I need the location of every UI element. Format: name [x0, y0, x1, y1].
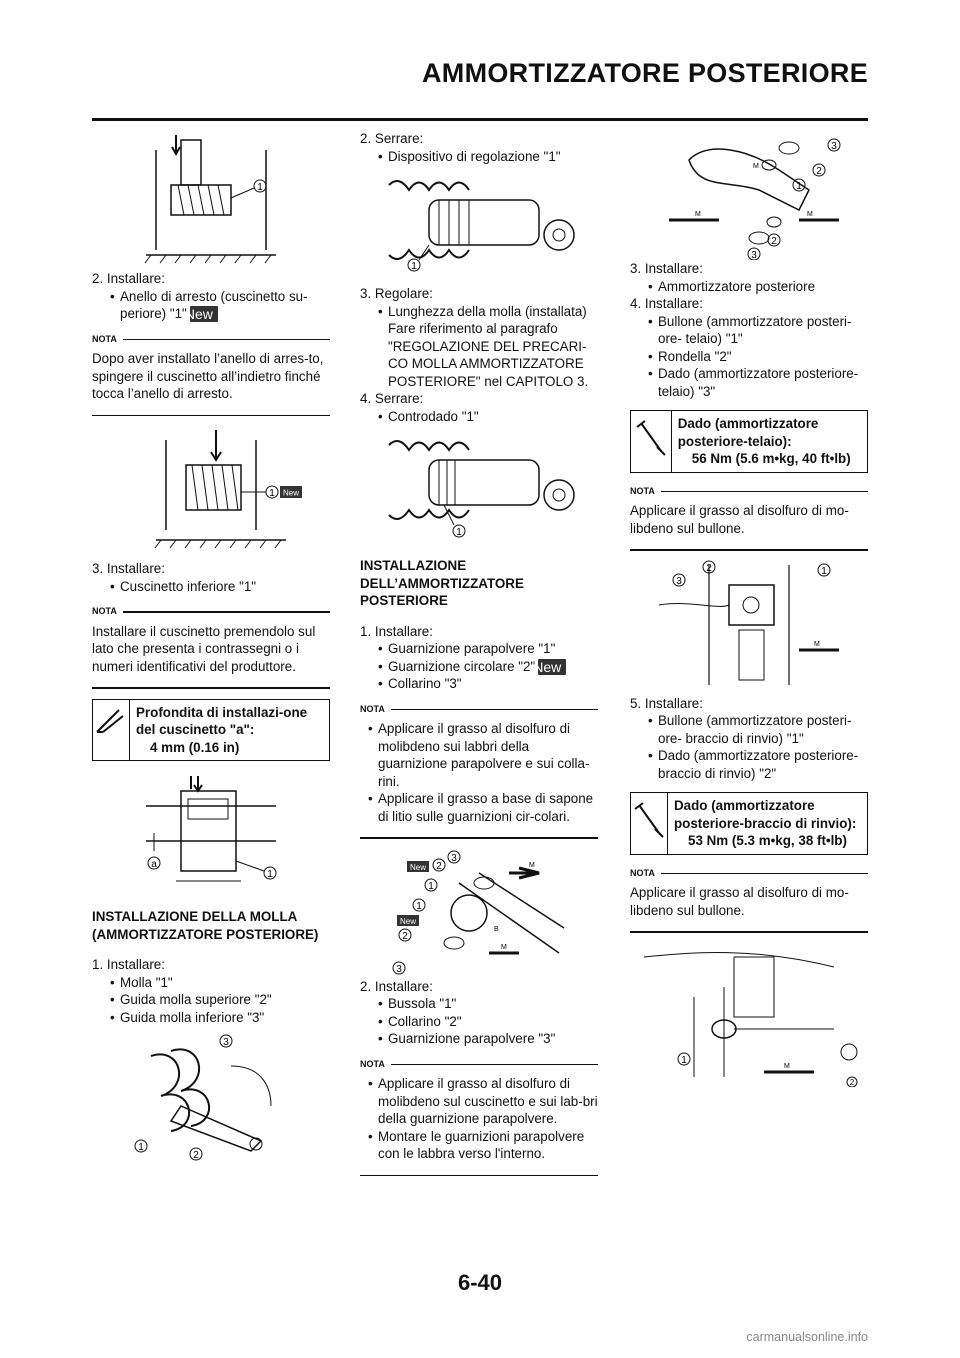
- torque-wrench-icon: [631, 799, 667, 839]
- svg-text:3: 3: [676, 575, 682, 587]
- page-number: 6-40: [457, 1270, 503, 1295]
- column-2: 2. Serrare: • Dispositivo di regolazione "1" 1 3. Regolare: • Lunghezza della molla (installata) Fare riferimento al paragrafo "REGOLAZIONE DEL PRECARI-CO MOLLA AMMORTIZZATORE POSTERIORE" nel CAPITOLO 3. 4. Serrare: • Controdado "1" 1 INSTALLAZIONE DELL’AMMORTIZZATORE POSTERIORE 1. Installare: • Guarnizione parapolvere "1" • Guarnizione circolare "2"New • Collarino "3" NOTA • Applicare il grasso al disolfuro di molibdeno sui labbri della guarnizione parapolvere e sui colla-rini. • Applicare il grasso a base di sapone di litio sulle guarnizioni cir-colari. New New 2 3 1 1 2 3 M M B 2. Installare: • Bussola "1" • Collarino "2" • Guarnizione parapolvere "3" NOTA • Applicare il grasso al disolfuro di molibdeno sul cuscinetto e sui lab-bri della guarnizione parapolvere. • Montare le guarnizioni parapolvere con le labbra verso l'interno.: [360, 130, 598, 1180]
- header-rule: [92, 118, 868, 121]
- svg-text:2: 2: [193, 1150, 199, 1162]
- spec-box-torque-frame: Dado (ammortizzatore posteriore-telaio): 56 Nm (5.6 m•kg, 40 ft•lb): [630, 410, 868, 473]
- nota-text: Dopo aver installato l’anello di arres-to, spingere il cuscinetto all’indietro finché tocca l’anello di arresto.: [92, 351, 324, 401]
- callout-1: 1: [257, 182, 263, 193]
- svg-text:B: B: [494, 925, 499, 933]
- svg-text:1: 1: [681, 1054, 687, 1066]
- page-title: AMMORTIZZATORE POSTERIORE: [422, 58, 868, 88]
- svg-text:3: 3: [831, 141, 837, 152]
- watermark: carmanualsonline.info: [746, 1330, 868, 1344]
- c1-step2: 2. Installare:: [92, 271, 165, 286]
- nota-block: NOTA Applicare il grasso al disolfuro di mo-libdeno sul bullone.: [630, 865, 868, 933]
- section-heading-shock: INSTALLAZIONE DELL’AMMORTIZZATORE POSTERIORE: [360, 558, 524, 608]
- measure-icon: [93, 706, 129, 736]
- column-1: 1 2. Installare: • Anello di arresto (cuscinetto su-periore) "1"New NOTA Dopo aver installato l’anello di arres-to, spingere il cuscinetto all’indietro finché tocca l’anello di arresto. 1 New 3. Installare: • Cuscinetto inferiore "1" NOTA Installare il cuscinetto premendolo sul lato che presenta i contrassegni o i numeri identificativi del produttore. Profondita di installazi-one del cuscinetto "a": 4 mm (0.16 in) a 1 INSTALLAZIONE DELLA MOLLA (AMMORTIZZATORE POSTERIORE) 1. Installare: • Molla "1" • Guida molla superiore "2" • Guida molla inferiore "3" 1 2 3: [92, 130, 330, 1161]
- figure-shock-top-mount: [649, 555, 849, 695]
- svg-text:3: 3: [451, 852, 457, 864]
- svg-text:1: 1: [416, 900, 422, 912]
- nota-text: Installare il cuscinetto premendolo sul lato che presenta i contrassegni o i numeri identificativi del produttore.: [92, 623, 316, 674]
- svg-text:M: M: [501, 943, 507, 951]
- svg-text:2: 2: [706, 562, 712, 574]
- svg-text:1: 1: [267, 869, 273, 880]
- svg-text:1: 1: [456, 527, 462, 538]
- svg-text:New: New: [409, 862, 427, 872]
- nota-block: NOTA Applicare il grasso al disolfuro di mo-libdeno sul bullone.: [630, 483, 868, 551]
- svg-text:2: 2: [771, 236, 777, 247]
- figure-seals: [389, 843, 569, 978]
- svg-text:M: M: [784, 1062, 790, 1070]
- c1-step3: 3. Installare:: [92, 561, 165, 576]
- svg-text:a: a: [151, 859, 157, 870]
- figure-spring-guide: [121, 1026, 301, 1161]
- c1-step1: 1. Installare:: [92, 957, 165, 973]
- svg-text:M: M: [695, 211, 701, 218]
- svg-text:1: 1: [796, 181, 802, 192]
- svg-text:M: M: [814, 640, 820, 648]
- svg-text:New: New: [282, 488, 300, 498]
- svg-text:1: 1: [428, 880, 434, 892]
- svg-text:1: 1: [411, 261, 417, 272]
- new-badge: New: [538, 659, 566, 675]
- c1-step2-bullet: • Anello di arresto (cuscinetto su-periore) "1"New: [102, 288, 330, 323]
- svg-text:New: New: [399, 916, 417, 926]
- svg-text:M: M: [753, 163, 759, 170]
- svg-text:2: 2: [402, 930, 408, 942]
- svg-text:M: M: [807, 211, 813, 218]
- figure-shock-mount-parts: [649, 130, 849, 260]
- nota-block: NOTA • Applicare il grasso al disolfuro di molibdeno sui labbri della guarnizione parapolvere e sui colla-rini. • Applicare il grasso a base di sapone di litio sulle guarnizioni cir-colari.: [360, 701, 598, 839]
- figure-bearing-press: [136, 130, 286, 270]
- svg-text:2: 2: [436, 860, 442, 872]
- c1-step3-bullet: • Cuscinetto inferiore "1": [102, 578, 330, 596]
- section-heading-spring: INSTALLAZIONE DELLA MOLLA (AMMORTIZZATORE POSTERIORE): [92, 909, 319, 942]
- figure-locknut: [369, 425, 589, 545]
- svg-text:2: 2: [849, 1077, 855, 1087]
- torque-wrench-icon: [633, 417, 669, 457]
- figure-shock-bottom-mount: [634, 937, 864, 1087]
- svg-text:2: 2: [816, 166, 822, 177]
- svg-text:3: 3: [223, 1037, 229, 1049]
- svg-text:1: 1: [138, 1142, 144, 1154]
- svg-text:1: 1: [821, 565, 827, 577]
- svg-text:3: 3: [751, 250, 757, 260]
- figure-bearing-depth: [126, 771, 296, 896]
- svg-text:M: M: [529, 861, 535, 869]
- new-badge: New: [190, 306, 218, 322]
- spec-box-bearing-depth: Profondita di installazi-one del cuscinetto "a": 4 mm (0.16 in): [92, 699, 330, 762]
- nota-block: NOTA • Applicare il grasso al disolfuro di molibdeno sul cuscinetto e sui lab-bri della guarnizione parapolvere. • Montare le guarnizioni parapolvere con le labbra verso l'interno.: [360, 1056, 598, 1177]
- svg-text:1: 1: [269, 488, 275, 499]
- figure-adjuster: [369, 165, 589, 285]
- column-3: 3 2 1 2 3 M M M 3. Installare: • Ammortizzatore posteriore 4. Installare: • Bullone (ammortizzatore posteri-ore- telaio) "1" • Rondella "2" • Dado (ammortizzatore posteriore-telaio) "3" Dado (ammortizzatore posteriore-telaio): 56 Nm (5.6 m•kg, 40 ft•lb) NOTA Applicare il grasso al disolfuro di mo-libdeno sul bullone. 3 2 1 M 5. Installare: • Bullone (ammortizzatore posteri-ore- braccio di rinvio) "1" • Dado (ammortizzatore posteriore-braccio di rinvio) "2" Dado (ammortizzatore posteriore-braccio di rinvio): 53 Nm (5.3 m•kg, 38 ft•lb) NOTA Applicare il grasso al disolfuro di mo-libdeno sul bullone. 1 2 M: [630, 130, 868, 1087]
- nota-block: NOTA Dopo aver installato l’anello di arres-to, spingere il cuscinetto all’indietro finché tocca l’anello di arresto.: [92, 331, 330, 417]
- svg-text:3: 3: [396, 963, 402, 975]
- spec-box-torque-linkage: Dado (ammortizzatore posteriore-braccio di rinvio): 53 Nm (5.3 m•kg, 38 ft•lb): [630, 792, 868, 855]
- nota-block: NOTA Installare il cuscinetto premendolo sul lato che presenta i contrassegni o i numeri identificativi del produttore.: [92, 603, 330, 689]
- figure-lower-bearing: [116, 420, 306, 560]
